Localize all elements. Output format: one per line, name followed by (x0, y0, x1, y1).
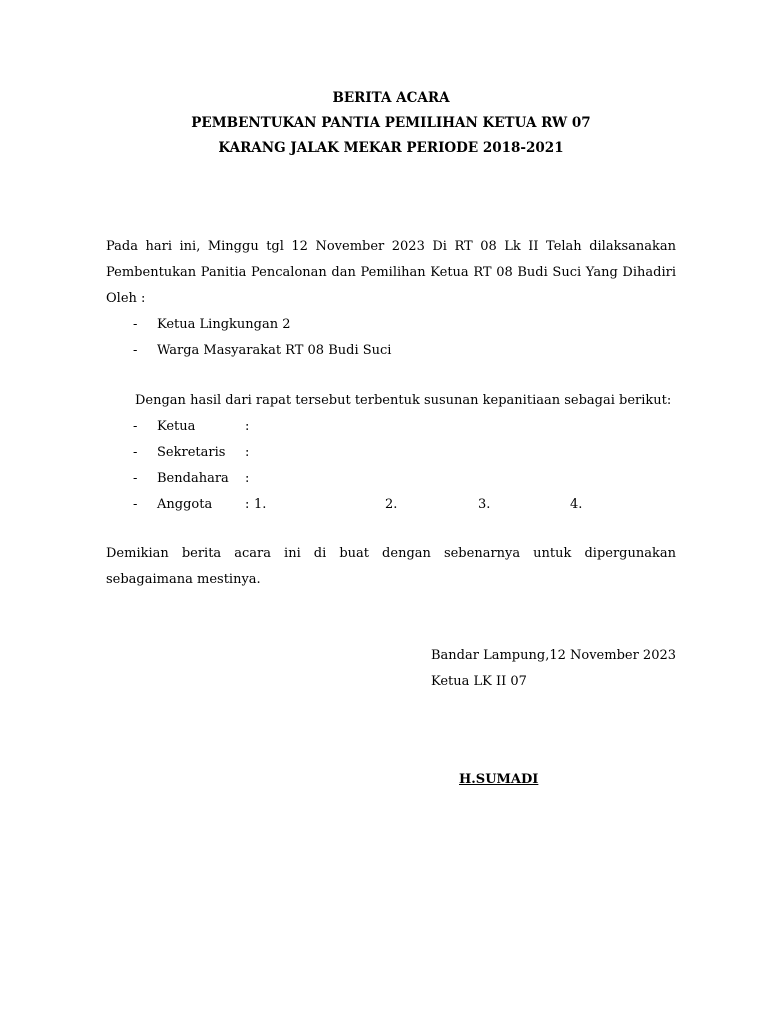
list-item (106, 312, 676, 338)
role-colon: : (245, 497, 250, 512)
list-dash: - (133, 497, 138, 512)
list-dash: - (133, 445, 138, 460)
closing-line-1: Demikian berita acara ini di buat dengan sebenarnya untuk dipergunakan (106, 546, 676, 561)
closing-paragraph (106, 541, 676, 593)
title-line-2: PEMBENTUKAN PANTIA PEMILIHAN KETUA RW 07 (191, 115, 591, 131)
role-colon: : (245, 445, 250, 460)
attendee-list (106, 312, 676, 364)
committee-list (106, 414, 676, 518)
list-item (106, 440, 676, 466)
attendee-label: Ketua Lingkungan 2 (157, 317, 291, 332)
member-number: 4. (570, 497, 583, 512)
signature-role: Ketua LK II 07 (431, 674, 527, 689)
committee-role-label: Ketua (157, 419, 196, 434)
closing-line-2: sebagaimana mestinya. (106, 572, 261, 587)
committee-role-label: Anggota (157, 497, 213, 512)
intro-line-1: Pada hari ini, Minggu tgl 12 November 2023 Di RT 08 Lk II Telah dilaksanakan (106, 239, 676, 254)
committee-role-label: Bendahara (157, 471, 229, 486)
intro-line-3: Oleh : (106, 291, 146, 306)
signature-block (431, 643, 676, 695)
list-item (106, 338, 676, 364)
document-title (0, 86, 768, 161)
list-item (106, 492, 676, 518)
attendee-label: Warga Masyarakat RT 08 Budi Suci (157, 343, 392, 358)
member-number: 2. (385, 497, 398, 512)
intro-line-2: Pembentukan Panitia Pencalonan dan Pemilihan Ketua RT 08 Budi Suci Yang Dihadiri (106, 265, 676, 280)
title-line-1: BERITA ACARA (332, 90, 450, 106)
list-item (106, 414, 676, 440)
role-colon: : (245, 471, 250, 486)
member-number: 1. (254, 497, 267, 512)
title-line-3: KARANG JALAK MEKAR PERIODE 2018-2021 (218, 140, 564, 156)
role-colon: : (245, 419, 250, 434)
signature-place-date: Bandar Lampung,12 November 2023 (431, 648, 677, 663)
signer-name: H.SUMADI (459, 772, 539, 787)
list-dash: - (133, 419, 138, 434)
list-item (106, 466, 676, 492)
list-dash: - (133, 471, 138, 486)
member-number: 3. (478, 497, 491, 512)
list-dash: - (133, 343, 138, 358)
list-dash: - (133, 317, 138, 332)
committee-role-label: Sekretaris (157, 445, 226, 460)
results-intro: Dengan hasil dari rapat tersebut terbentuk susunan kepanitiaan sebagai berikut: (135, 393, 672, 408)
intro-paragraph (106, 234, 676, 312)
